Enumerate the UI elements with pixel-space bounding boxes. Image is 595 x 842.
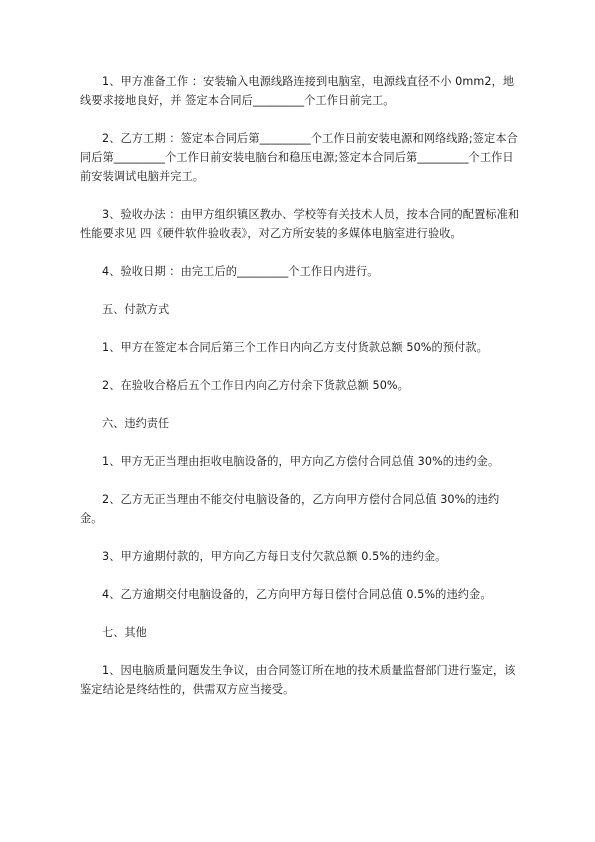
clause-party-b-schedule: 2、乙方工期 ：签定本合同后第_________个工作日前安装电源和网络线路;签定本合同后第_________个工作日前安装电脑台和稳压电源;签定本合同后第_________个工作日前安装调试电脑并完工。 (80, 132, 518, 183)
clause-acceptance-method: 3、验收办法 ：由甲方组织镇区教办、学校等有关技术人员，按本合同的配置标准和性能要求见 四《硬件软件验收表》，对乙方所安装的多媒体电脑室进行验收。 (80, 208, 520, 240)
section-heading-liability: 六、违约责任 (102, 417, 170, 430)
document-body (80, 72, 520, 699)
clause-acceptance-date: 4、验收日期 ：由完工后的_________个工作日内进行。 (102, 265, 379, 278)
section-heading-other: 七、其他 (102, 626, 147, 639)
clause-quality-dispute: 1、因电脑质量问题发生争议，由合同签订所在地的技术质量监督部门进行鉴定，该鉴定结论是终结性的，供需双方应当接受。 (80, 664, 516, 696)
clause-payment-advance: 1、甲方在签定本合同后第三个工作日内向乙方支付货款总额 50%的预付款。 (102, 341, 488, 354)
section-heading-payment: 五、付款方式 (102, 303, 170, 316)
clause-payment-balance: 2、在验收合格后五个工作日内向乙方付余下货款总额 50%。 (102, 379, 409, 392)
clause-liability-late-delivery: 4、乙方逾期交付电脑设备的，乙方向甲方每日偿付合同总值 0.5%的违约金。 (102, 588, 492, 601)
clause-liability-nondelivery: 2、乙方无正当理由不能交付电脑设备的，乙方向甲方偿付合同总值 30%的违约金。 (80, 493, 500, 525)
clause-liability-refusal: 1、甲方无正当理由拒收电脑设备的，甲方向乙方偿付合同总值 30%的违约金。 (102, 455, 500, 468)
clause-party-a-preparation: 1、甲方准备工作 ：安装输入电源线路连接到电脑室，电源线直径不小 0mm2，地线要求接地良好，并 签定本合同后_________个工作日前完工。 (80, 75, 515, 107)
clause-liability-late-payment: 3、甲方逾期付款的，甲方向乙方每日支付欠款总额 0.5%的违约金。 (102, 550, 447, 563)
